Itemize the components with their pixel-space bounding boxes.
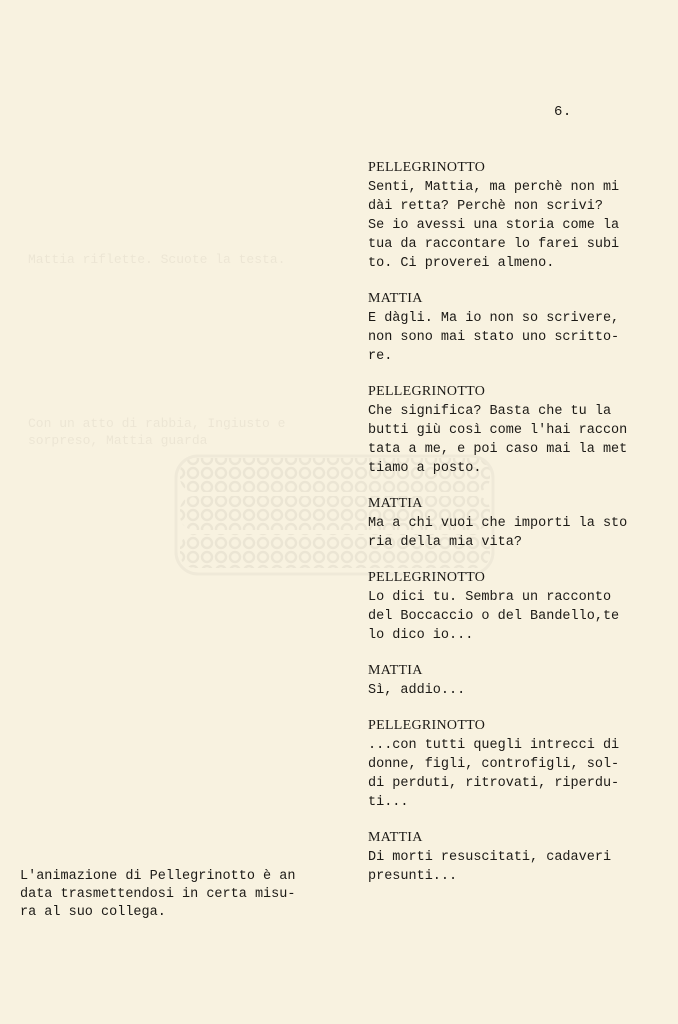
stage-direction-line: data trasmettendosi in certa misu- (20, 887, 296, 902)
dialogue-line: tua da raccontare lo farei subi (368, 237, 620, 252)
speaker-name: PELLEGRINOTTO (368, 718, 486, 733)
speech-block (368, 661, 673, 700)
dialogue-line: Di morti resuscitati, cadaveri (368, 850, 612, 865)
stage-direction-line: L'animazione di Pellegrinotto è an (20, 869, 296, 884)
speaker-name: MATTIA (368, 663, 423, 678)
bleed-through-text: Mattia riflette. Scuote la testa. (28, 252, 286, 267)
dialogue-line: ti... (368, 795, 409, 810)
dialogue-line: to. Ci proverei almeno. (368, 256, 555, 271)
dialogue-line: presunti... (368, 869, 458, 884)
dialogue-line: dài retta? Perchè non scrivi? (368, 199, 603, 214)
dialogue-line: ...con tutti quegli intrecci di (368, 738, 620, 753)
speech-block (368, 158, 673, 273)
speaker-name: MATTIA (368, 496, 423, 511)
dialogue-line: re. (368, 349, 393, 364)
speaker-name: MATTIA (368, 830, 423, 845)
speech-block (368, 382, 673, 478)
dialogue-line: donne, figli, controfigli, sol- (368, 757, 620, 772)
dialogue-line: Lo dici tu. Sembra un racconto (368, 590, 612, 605)
speaker-name: PELLEGRINOTTO (368, 570, 486, 585)
dialogue-line: ria della mia vita? (368, 535, 522, 550)
dialogue-line: tata a me, e poi caso mai la met (368, 442, 628, 457)
dialogue-line: di perduti, ritrovati, riperdu- (368, 776, 620, 791)
dialogue-line: Se io avessi una storia come la (368, 218, 620, 233)
dialogue-line: Che significa? Basta che tu la (368, 404, 612, 419)
dialogue-line: tiamo a posto. (368, 461, 482, 476)
stage-direction-line: ra al suo collega. (20, 905, 166, 920)
dialogue-line: non sono mai stato uno scritto- (368, 330, 620, 345)
dialogue-line: Sì, addio... (368, 683, 466, 698)
page-number: 6. (554, 104, 572, 120)
speaker-name: PELLEGRINOTTO (368, 384, 486, 399)
speaker-name: MATTIA (368, 291, 423, 306)
speaker-name: PELLEGRINOTTO (368, 160, 486, 175)
speech-block (368, 828, 673, 886)
speech-block (368, 568, 673, 645)
dialogue-column (368, 158, 673, 902)
dialogue-line: butti giù così come l'hai raccon (368, 423, 628, 438)
dialogue-line: lo dico io... (368, 628, 474, 643)
dialogue-line: Ma a chi vuoi che importi la sto (368, 516, 628, 531)
dialogue-line: del Boccaccio o del Bandello,te (368, 609, 620, 624)
speech-block (368, 289, 673, 366)
bleed-through-text: Con un atto di rabbia, Ingiusto e (28, 416, 286, 431)
stage-direction (20, 868, 350, 922)
dialogue-line: E dàgli. Ma io non so scrivere, (368, 311, 620, 326)
bleed-through-text: sorpreso, Mattia guarda (28, 433, 208, 448)
speech-block (368, 716, 673, 812)
speech-block (368, 494, 673, 552)
dialogue-line: Senti, Mattia, ma perchè non mi (368, 180, 620, 195)
